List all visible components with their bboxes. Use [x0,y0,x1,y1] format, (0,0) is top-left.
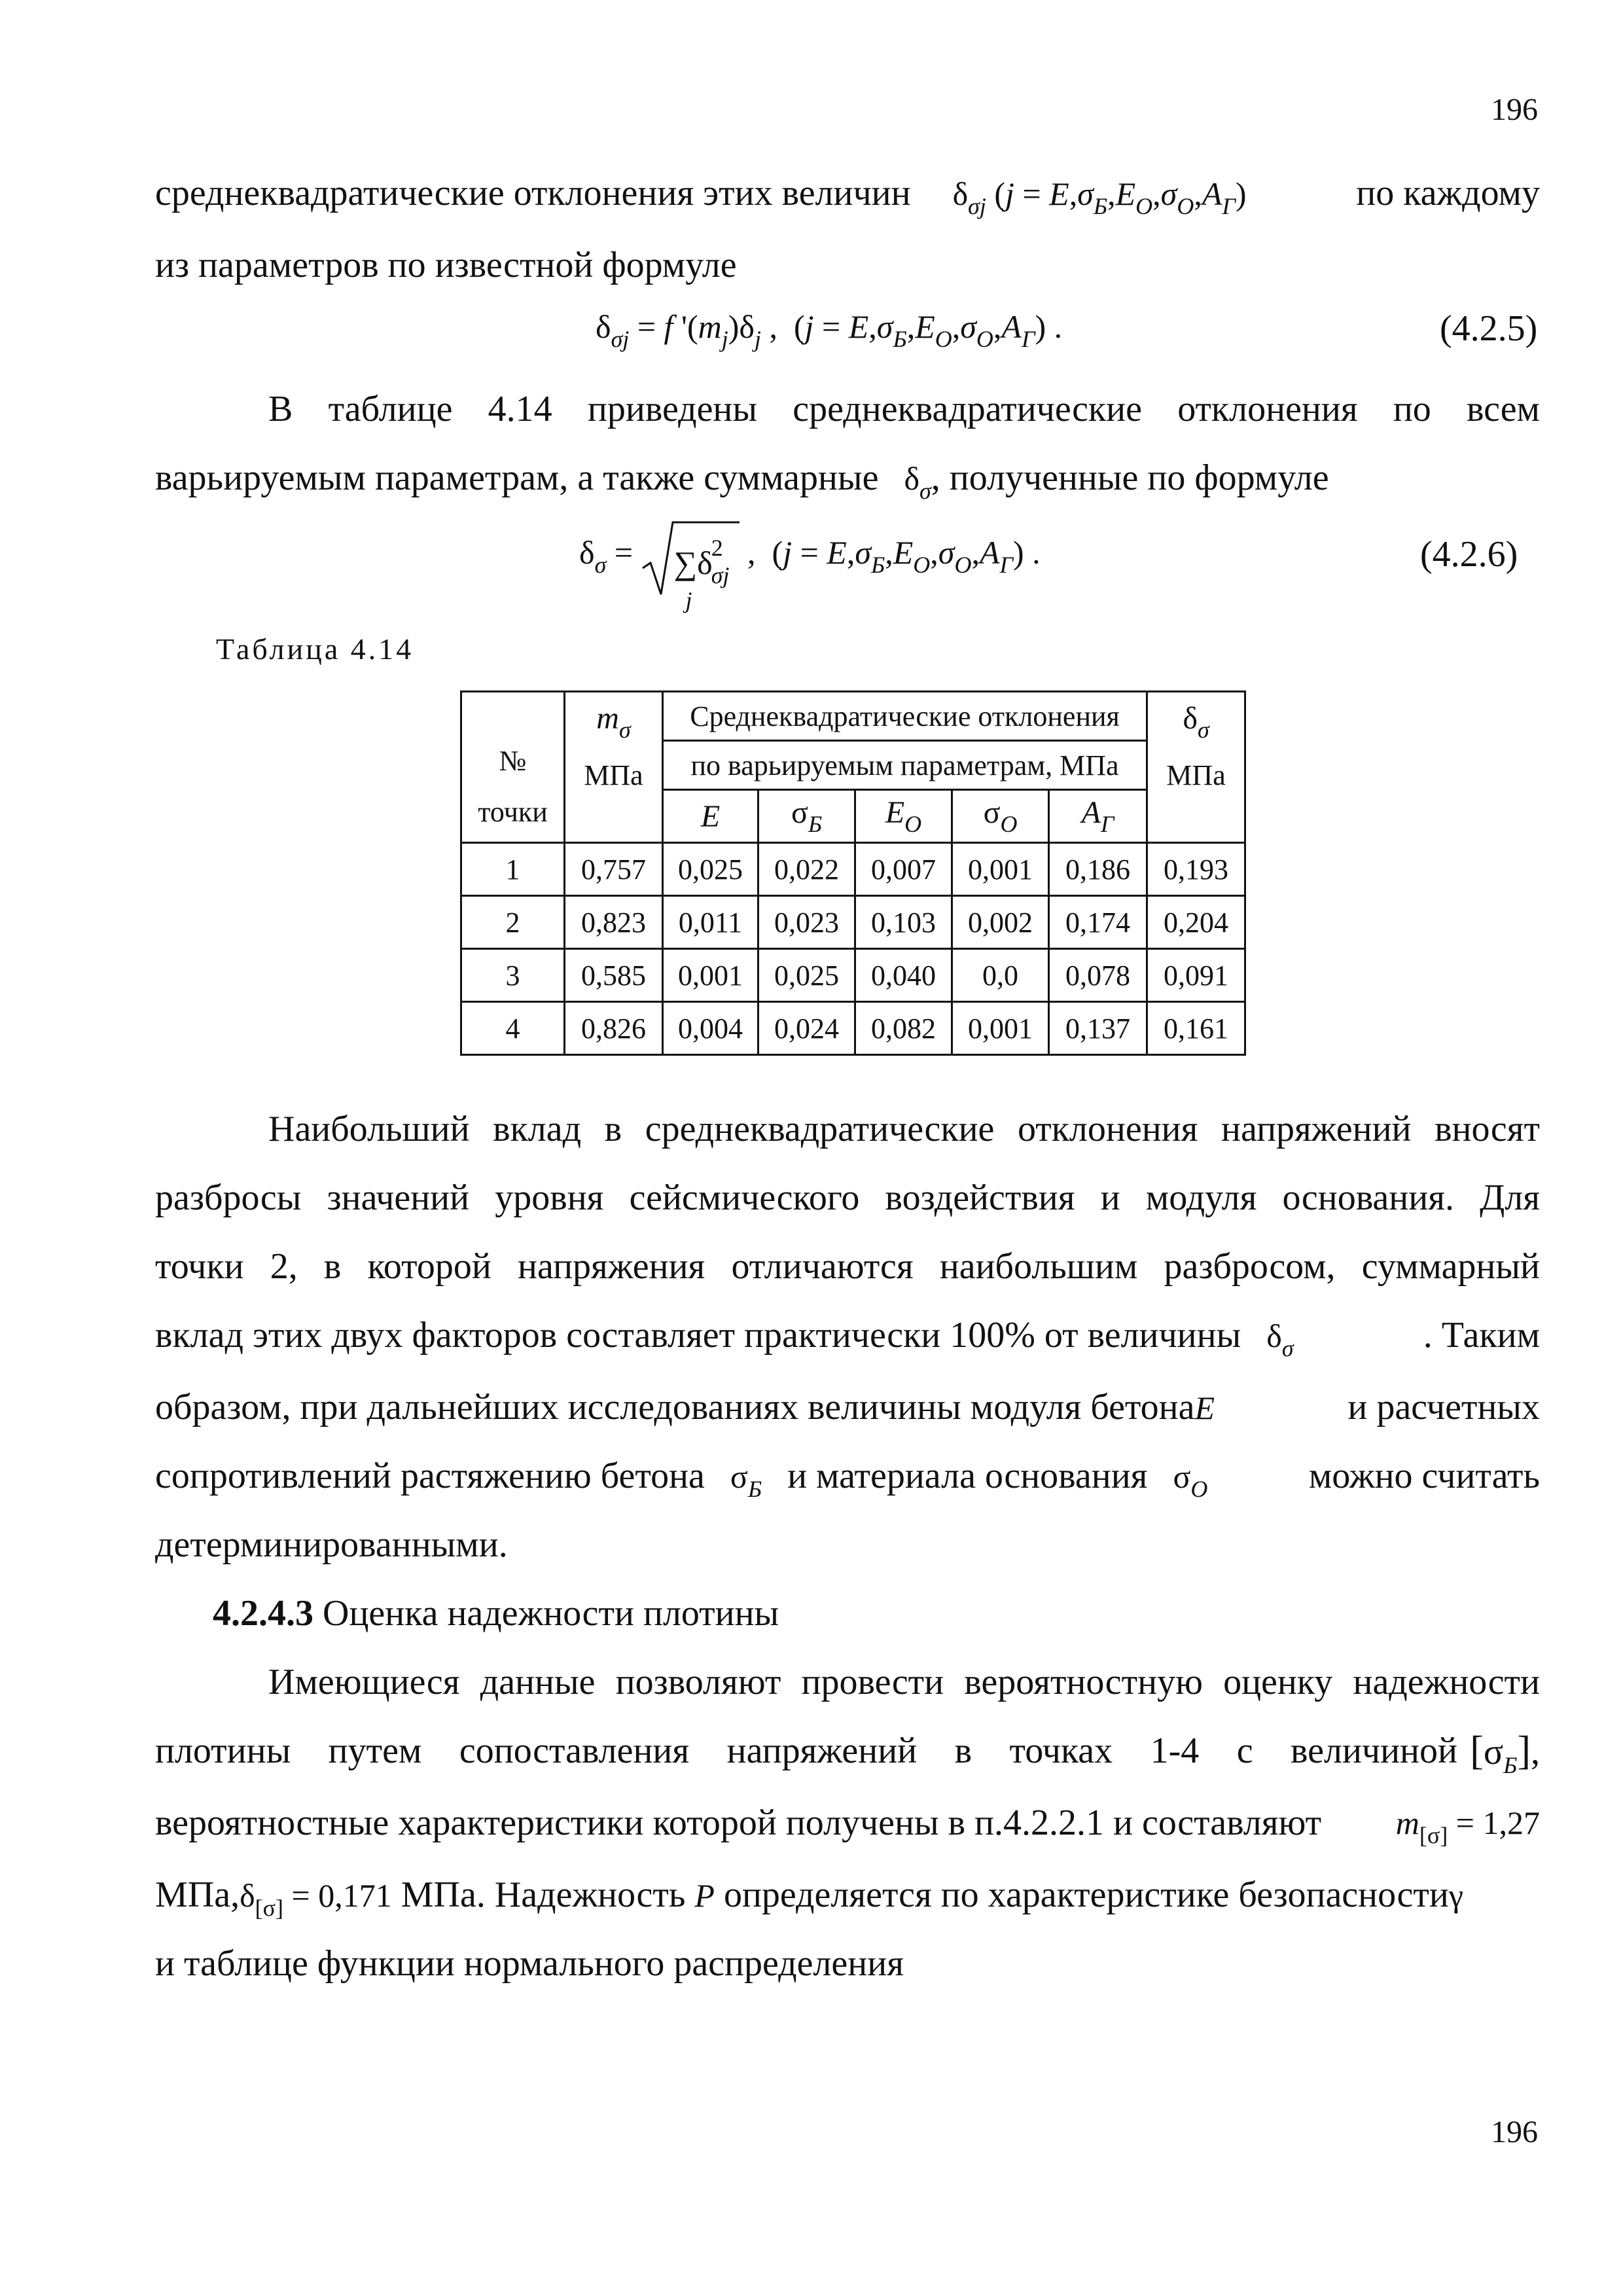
m-sigma-value: $m_{[\sigma]} = 1,27$ [1395,1804,1540,1848]
p3-l6-text-b: и материала основания [787,1456,1148,1496]
paragraph-2-line-1: В таблице 4.14 приведены среднеквадратические отклонения по всем [268,389,1540,429]
data-table [460,691,1246,1056]
paragraph-3-line-6 [155,1453,1540,1512]
delta-sigma-value: $\delta_{[\sigma]} = 0,171$ [240,1877,392,1921]
formula-4-2-6-number: (4.2.6) [1420,534,1518,575]
reliability-P-symbol: P [694,1877,715,1914]
gamma-symbol: γ [1448,1877,1463,1914]
header-sigma-B: $\sigma_Б$ [758,790,855,843]
header-delta-sigma-cell: $\delta_\sigma$ МПа [1147,692,1245,843]
p3-l6-text-c: можно считать [1308,1456,1540,1496]
p1-tail: по каждому [1356,173,1540,213]
header-A-G: $A_Г$ [1049,790,1147,843]
section-heading [213,1590,1597,1636]
table-row: 4 0,826 0,004 0,024 0,082 0,001 0,137 0,161 [461,1002,1245,1055]
p4-l2-text-a: плотины путем сопоставления напряжений в точках 1-4 с величиной [155,1731,1457,1771]
sigma-B-bracket: $[\sigma_Б]$, [1470,1729,1540,1778]
p2-text-b: , полученные по формуле [931,457,1329,498]
p3-l4-text-a: вклад этих двух факторов составляет практически 100% от величины [155,1315,1241,1355]
delta-sigma-symbol: $\delta_\sigma$ [887,460,931,504]
header-m-sigma-cell: $m_\sigma$ МПа [565,692,663,843]
header-E-O: $E_O$ [855,790,952,843]
header-sigma-O: $\sigma_O$ [952,790,1049,843]
table-row: 1 0,757 0,025 0,022 0,007 0,001 0,186 0,193 [461,843,1245,896]
paragraph-1-line-2: из параметров по известной формуле [155,245,737,285]
p4-l4-text-b: МПа. Надежность [401,1874,686,1915]
modulus-E-symbol: E [1194,1390,1215,1426]
sigma-O-symbol: $\sigma_O$ [1156,1458,1208,1502]
paragraph-1-line-1 [155,170,1540,229]
table-caption: Таблица 4.14 [216,632,414,666]
paragraph-4-line-3 [155,1800,1540,1846]
paragraph-3-line-5 [155,1384,1540,1431]
formula-inline-1: $\delta_{\sigma j}$ $(j = E,\sigma_Б,E_O,\sigma_O,A_Г)$ [919,175,1247,219]
paragraph-3-line-4 [155,1312,1540,1371]
p3-l5-text-b: и расчетных [1347,1387,1540,1427]
formula-4-2-5: $\delta_{\sigma j} = f$ '$(m_j)\delta_j$ , $(j = E,\sigma_Б,E_O,\sigma_O,A_Г)$ . [596,308,1063,352]
paragraph-3-line-7: детерминированными. [155,1524,508,1565]
page-number-bottom: 196 [1491,2115,1538,2149]
p4-l4-text-c: определяется по характеристике безопасности [723,1874,1449,1915]
paragraph-4-line-5: и таблице функции нормального распределения [155,1943,904,1984]
formula-4-2-5-number: (4.2.5) [1440,308,1538,349]
p3-l4-text-b: . Таким [1423,1315,1540,1355]
delta-sigma-symbol: $\delta_\sigma$ [1250,1318,1294,1361]
paragraph-4-line-4 [155,1872,1540,1931]
paragraph-3-line-1: Наибольший вклад в среднеквадратические отклонения напряжений вносят [268,1109,1540,1149]
paragraph-4-line-1: Имеющиеся данные позволяют провести вероятностную оценку надежности [268,1662,1540,1702]
paragraph-3-line-3: точки 2, в которой напряжения отличаются наибольшим разбросом, суммарный [155,1246,1540,1287]
header-group-cell: Среднеквадратические отклонения [663,692,1147,741]
p3-l5-text-a: образом, при дальнейших исследованиях величины модуля бетона [155,1387,1195,1427]
p3-l6-text-a: сопротивлений растяжению бетона [155,1456,705,1496]
section-title: Оценка надежности плотины [323,1593,779,1634]
page-number-top: 196 [1491,92,1538,127]
table-row: 2 0,823 0,011 0,023 0,103 0,002 0,174 0,204 [461,896,1245,949]
table-row: 3 0,585 0,001 0,025 0,040 0,0 0,078 0,091 [461,949,1245,1002]
header-point-cell: № точки [461,692,565,843]
p2-text-a: варьируемым параметрам, а также суммарные [155,457,879,498]
section-number: 4.2.4.3 [213,1593,313,1634]
sigma-B-symbol: $\sigma_Б$ [713,1458,762,1502]
header-E: E [663,790,758,843]
paragraph-3-line-2: разбросы значений уровня сейсмического воздействия и модуля основания. Для [155,1177,1540,1218]
formula-4-2-6: $\delta_\sigma$ = $\sum\delta^2_{\sigma j}$ j , $(j = E,\sigma_Б,E_O,\sigma_O,A_Г)$ . [579,533,1041,579]
p4-l4-text-a: МПа, [155,1874,240,1915]
p4-l3-text-a: вероятностные характеристики которой получены в п.4.2.2.1 и составляют [155,1803,1322,1843]
p1-text: среднеквадратические отклонения этих величин [155,173,911,213]
paragraph-4-line-2 [155,1728,1540,1778]
paragraph-2-line-2 [155,455,1540,514]
header-group-cell-2: по варьируемым параметрам, МПа [663,741,1147,790]
